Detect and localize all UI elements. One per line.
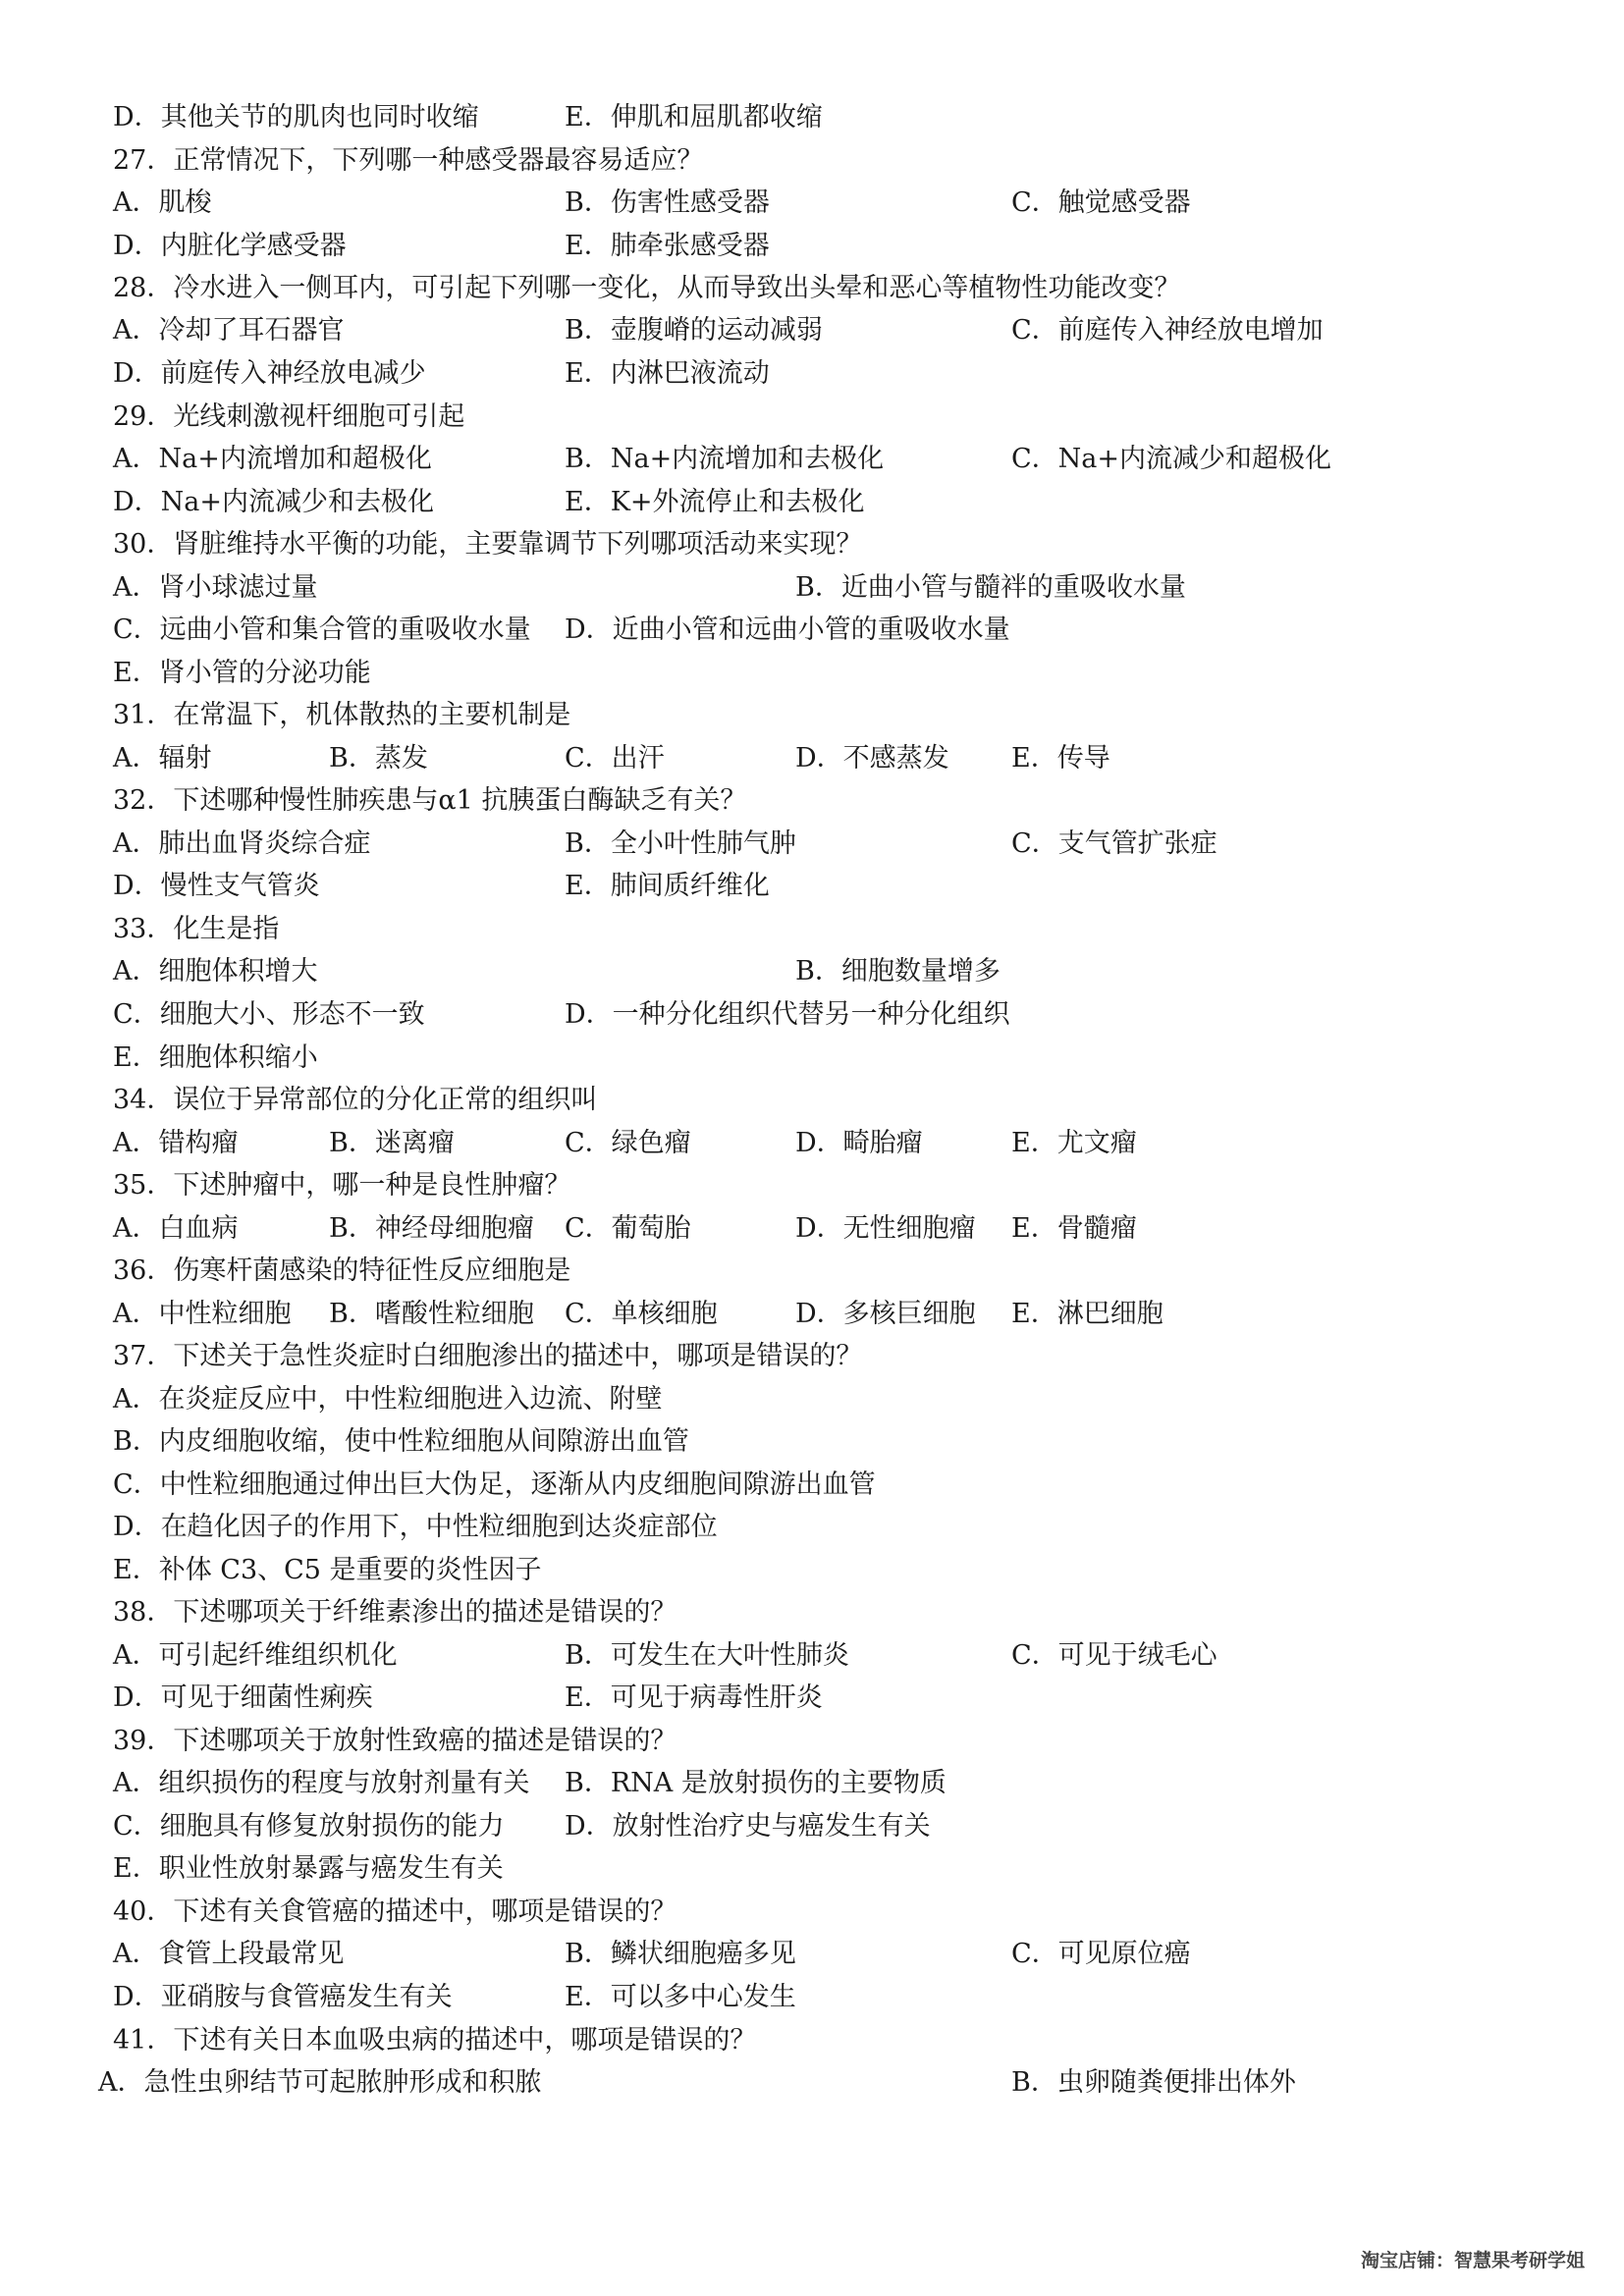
- options-line: [0, 1378, 1624, 1421]
- question-stem-line: [0, 2019, 1624, 2062]
- options-line: [0, 1207, 1624, 1251]
- option-38-c: C．可见于绒毛心: [1011, 1640, 1218, 1671]
- option-33-e: E．细胞体积缩小: [113, 1042, 318, 1073]
- option-35-b: B．神经母细胞瘤: [329, 1213, 534, 1244]
- option-37-e: E．补体 C3、C5 是重要的炎性因子: [113, 1555, 542, 1585]
- question-34: 34．误位于异常部位的分化正常的组织叫: [113, 1085, 598, 1115]
- option-41-b: B．虫卵随粪便排出体外: [1011, 2067, 1296, 2098]
- option-39-b: B．RNA 是放射损伤的主要物质: [565, 1768, 947, 1798]
- option-38-e: E．可见于病毒性肝炎: [565, 1682, 823, 1713]
- options-line: [0, 481, 1624, 524]
- options-line: [0, 225, 1624, 268]
- question-stem-line: [0, 1335, 1624, 1378]
- option-30-c: C．远曲小管和集合管的重吸收水量: [113, 614, 531, 645]
- option-40-e: E．可以多中心发生: [565, 1982, 796, 2012]
- question-stem-line: [0, 1164, 1624, 1207]
- option-29-d: D．Na+内流减少和去极化: [113, 487, 434, 517]
- option-36-d: D．多核巨细胞: [795, 1299, 976, 1329]
- question-stem-line: [0, 1891, 1624, 1934]
- question-stem-line: [0, 523, 1624, 566]
- question-37: 37．下述关于急性炎症时白细胞渗出的描述中，哪项是错误的？: [113, 1341, 863, 1371]
- option-34-c: C．绿色瘤: [565, 1128, 691, 1158]
- option-30-b: B．近曲小管与髓袢的重吸收水量: [795, 572, 1186, 603]
- option-27-c: C．触觉感受器: [1011, 187, 1191, 218]
- options-line: [0, 2061, 1624, 2105]
- options-line: [0, 309, 1624, 352]
- option-39-d: D．放射性治疗史与癌发生有关: [565, 1811, 931, 1842]
- options-line: [0, 1847, 1624, 1891]
- option-41-a: A．急性虫卵结节可起脓肿形成和积脓: [98, 2067, 542, 2098]
- options-line: [0, 1464, 1624, 1507]
- option-27-e: E．肺牵张感受器: [565, 231, 770, 261]
- option-29-e: E．K+外流停止和去极化: [565, 487, 865, 517]
- option-37-a: A．在炎症反应中，中性粒细胞进入边流、附壁: [113, 1384, 663, 1415]
- options-line: [0, 823, 1624, 866]
- option-40-b: B．鳞状细胞癌多见: [565, 1939, 796, 1969]
- option-27-d: D．内脏化学感受器: [113, 231, 347, 261]
- option-37-b: B．内皮细胞收缩，使中性粒细胞从间隙游出血管: [113, 1426, 689, 1457]
- option-36-e: E．淋巴细胞: [1011, 1299, 1164, 1329]
- options-line: [0, 1037, 1624, 1080]
- options-line: [0, 1506, 1624, 1549]
- option-34-e: E．尤文瘤: [1011, 1128, 1137, 1158]
- question-stem-line: [0, 267, 1624, 310]
- question-28: 28．冷水进入一侧耳内，可引起下列哪一变化，从而导致出头晕和恶心等植物性功能改变？: [113, 273, 1181, 303]
- option-34-a: A．错构瘤: [113, 1128, 239, 1158]
- options-line: [0, 1762, 1624, 1805]
- question-39: 39．下述哪项关于放射性致癌的描述是错误的？: [113, 1726, 677, 1756]
- option-39-a: A．组织损伤的程度与放射剂量有关: [113, 1768, 530, 1798]
- options-line: [0, 1293, 1624, 1336]
- question-stem-line: [0, 908, 1624, 951]
- option-33-d: D．一种分化组织代替另一种分化组织: [565, 999, 1010, 1030]
- option-35-a: A．白血病: [113, 1213, 239, 1244]
- option-26-d: D．其他关节的肌肉也同时收缩: [113, 102, 479, 133]
- options-line: [0, 1677, 1624, 1720]
- options-line: [0, 182, 1624, 225]
- option-31-b: B．蒸发: [329, 743, 428, 774]
- question-stem-line: [0, 1079, 1624, 1122]
- option-37-d: D．在趋化因子的作用下，中性粒细胞到达炎症部位: [113, 1512, 718, 1542]
- options-line: [0, 1420, 1624, 1464]
- option-28-b: B．壶腹嵴的运动减弱: [565, 315, 823, 346]
- question-38: 38．下述哪项关于纤维素渗出的描述是错误的？: [113, 1597, 677, 1628]
- options-line: [0, 652, 1624, 695]
- option-40-c: C．可见原位癌: [1011, 1939, 1191, 1969]
- question-stem-line: [0, 779, 1624, 823]
- option-28-d: D．前庭传入神经放电减少: [113, 358, 426, 389]
- options-line: [0, 1634, 1624, 1678]
- question-stem-line: [0, 1250, 1624, 1293]
- options-line: [0, 1122, 1624, 1165]
- options-line: [0, 737, 1624, 780]
- question-41: 41．下述有关日本血吸虫病的描述中，哪项是错误的？: [113, 2025, 757, 2056]
- options-line: [0, 865, 1624, 908]
- options-line: [0, 950, 1624, 993]
- option-38-b: B．可发生在大叶性肺炎: [565, 1640, 849, 1671]
- question-31: 31．在常温下，机体散热的主要机制是: [113, 700, 571, 730]
- option-34-b: B．迷离瘤: [329, 1128, 455, 1158]
- option-40-d: D．亚硝胺与食管癌发生有关: [113, 1982, 453, 2012]
- option-36-c: C．单核细胞: [565, 1299, 718, 1329]
- options-line: [0, 1549, 1624, 1592]
- options-line: [0, 438, 1624, 481]
- option-39-c: C．细胞具有修复放射损伤的能力: [113, 1811, 505, 1842]
- option-30-d: D．近曲小管和远曲小管的重吸收水量: [565, 614, 1010, 645]
- option-39-e: E．职业性放射暴露与癌发生有关: [113, 1853, 504, 1884]
- option-33-b: B．细胞数量增多: [795, 956, 1001, 987]
- option-34-d: D．畸胎瘤: [795, 1128, 923, 1158]
- option-32-d: D．慢性支气管炎: [113, 871, 320, 901]
- question-29: 29．光线刺激视杆细胞可引起: [113, 401, 465, 432]
- option-30-e: E．肾小管的分泌功能: [113, 658, 371, 688]
- options-line: [0, 1805, 1624, 1848]
- option-29-c: C．Na+内流减少和超极化: [1011, 444, 1332, 474]
- question-32: 32．下述哪种慢性肺疾患与α1 抗胰蛋白酶缺乏有关？: [113, 785, 747, 816]
- question-stem-line: [0, 139, 1624, 183]
- option-29-a: A．Na+内流增加和超极化: [113, 444, 432, 474]
- option-26-e: E．伸肌和屈肌都收缩: [565, 102, 823, 133]
- option-33-c: C．细胞大小、形态不一致: [113, 999, 425, 1030]
- question-30: 30．肾脏维持水平衡的功能，主要靠调节下列哪项活动来实现？: [113, 529, 863, 560]
- option-32-a: A．肺出血肾炎综合症: [113, 828, 371, 859]
- option-28-a: A．冷却了耳石器官: [113, 315, 345, 346]
- option-36-a: A．中性粒细胞: [113, 1299, 292, 1329]
- question-36: 36．伤寒杆菌感染的特征性反应细胞是: [113, 1255, 571, 1286]
- option-33-a: A．细胞体积增大: [113, 956, 318, 987]
- option-28-c: C．前庭传入神经放电增加: [1011, 315, 1324, 346]
- option-35-c: C．葡萄胎: [565, 1213, 691, 1244]
- option-31-a: A．辐射: [113, 743, 212, 774]
- question-stem-line: [0, 1591, 1624, 1634]
- option-32-e: E．肺间质纤维化: [565, 871, 770, 901]
- option-38-d: D．可见于细菌性痢疾: [113, 1682, 373, 1713]
- option-32-b: B．全小叶性肺气肿: [565, 828, 796, 859]
- options-line: [0, 1933, 1624, 1976]
- question-27: 27．正常情况下，下列哪一种感受器最容易适应？: [113, 145, 704, 176]
- option-36-b: B．嗜酸性粒细胞: [329, 1299, 534, 1329]
- option-31-c: C．出汗: [565, 743, 665, 774]
- options-line: [0, 566, 1624, 610]
- question-40: 40．下述有关食管癌的描述中，哪项是错误的？: [113, 1896, 677, 1927]
- option-28-e: E．内淋巴液流动: [565, 358, 770, 389]
- question-stem-line: [0, 694, 1624, 737]
- question-33: 33．化生是指: [113, 914, 280, 944]
- option-35-d: D．无性细胞瘤: [795, 1213, 976, 1244]
- options-line: [0, 609, 1624, 652]
- option-35-e: E．骨髓瘤: [1011, 1213, 1137, 1244]
- options-line: [0, 96, 1624, 139]
- option-31-e: E．传导: [1011, 743, 1110, 774]
- option-38-a: A．可引起纤维组织机化: [113, 1640, 398, 1671]
- option-27-b: B．伤害性感受器: [565, 187, 770, 218]
- question-stem-line: [0, 396, 1624, 439]
- option-32-c: C．支气管扩张症: [1011, 828, 1218, 859]
- options-line: [0, 993, 1624, 1037]
- option-40-a: A．食管上段最常见: [113, 1939, 345, 1969]
- option-30-a: A．肾小球滤过量: [113, 572, 318, 603]
- option-29-b: B．Na+内流增加和去极化: [565, 444, 885, 474]
- option-27-a: A．肌梭: [113, 187, 212, 218]
- shop-footer: 淘宝店铺：智慧果考研学姐: [1360, 2250, 1585, 2271]
- options-line: [0, 352, 1624, 396]
- option-31-d: D．不感蒸发: [795, 743, 949, 774]
- question-35: 35．下述肿瘤中，哪一种是良性肿瘤？: [113, 1170, 571, 1201]
- question-stem-line: [0, 1720, 1624, 1763]
- option-37-c: C．中性粒细胞通过伸出巨大伪足，逐渐从内皮细胞间隙游出血管: [113, 1469, 876, 1500]
- options-line: [0, 1976, 1624, 2019]
